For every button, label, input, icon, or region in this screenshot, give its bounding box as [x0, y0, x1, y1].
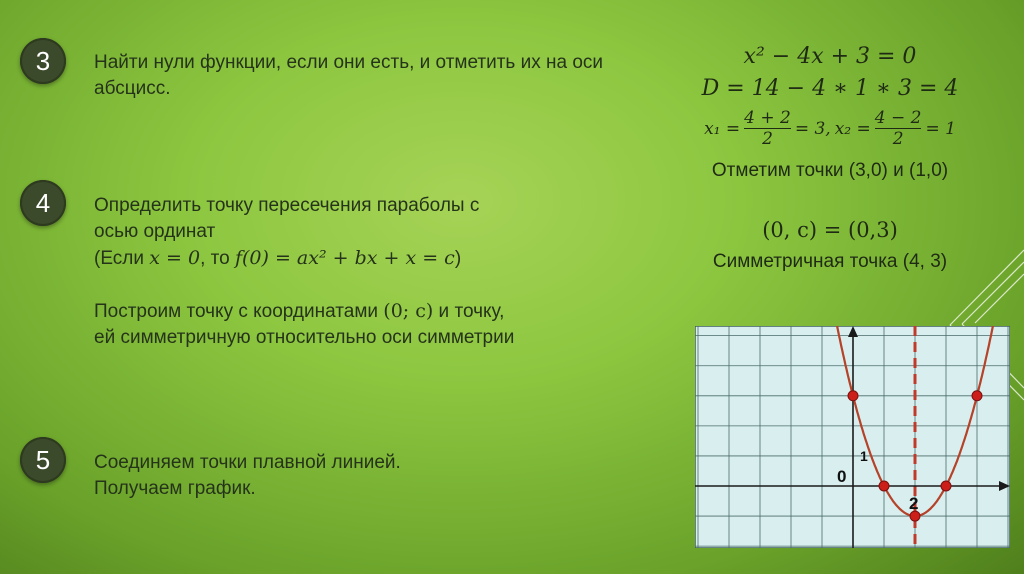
- discriminant: D = 14 − 4 ∗ 1 ∗ 3 = 4: [701, 76, 959, 101]
- y-tick-label: 1: [860, 447, 868, 464]
- origin-label: 0: [837, 467, 847, 486]
- step-5-badge: 5: [20, 437, 66, 483]
- step-4-prefix: (Если: [94, 248, 150, 269]
- step-3-badge: 3: [20, 38, 66, 84]
- graph-point: [972, 391, 982, 401]
- x1-numerator: 4 + 2: [744, 108, 791, 128]
- graph-point: [941, 481, 951, 491]
- x-tick-label: 2: [909, 494, 919, 513]
- step-4-text: [94, 193, 654, 351]
- x1-result: = 3,: [794, 118, 831, 139]
- step-4-coordinate: (0; c): [383, 300, 434, 322]
- step-4-line2: осью ординат: [94, 221, 216, 242]
- step-5-line2: Получаем график.: [94, 478, 256, 499]
- step-4-condition: x = 0: [149, 247, 201, 269]
- x1-denominator: 2: [744, 128, 791, 149]
- graph-point: [879, 481, 889, 491]
- step-4-mid: , то: [200, 248, 235, 269]
- roots-formula: [660, 108, 1000, 149]
- step-4-para2-line2: ей симметричную относительно оси симметрии: [94, 327, 515, 348]
- quadratic-equation: x² − 4x + 3 = 0: [743, 44, 917, 69]
- symmetric-point-text: Симметричная точка (4, 3): [712, 251, 948, 272]
- x1-fraction: [744, 108, 791, 149]
- step-4-line1: Определить точку пересечения параболы с: [94, 195, 480, 216]
- x2-denominator: 2: [875, 128, 922, 149]
- x2-result: = 1: [925, 118, 956, 139]
- step-5-text: [94, 450, 614, 502]
- x2-label: x₂ =: [834, 118, 871, 139]
- graph-point: [848, 391, 858, 401]
- step-4-para2: [94, 298, 654, 325]
- step-4-formula: f(0) = ax² + bx + x = c: [234, 247, 455, 269]
- parabola-graph: [695, 326, 1010, 548]
- x2-fraction: [875, 108, 922, 149]
- step-4-badge: 4: [20, 180, 66, 226]
- step-4-line3: [94, 245, 654, 272]
- step-3-text: Найти нули функции, если они есть, и отметить их на оси абсцисс.: [94, 52, 604, 99]
- step-4-para2-prefix: Построим точку с координатами: [94, 301, 384, 322]
- y-intercept: (0, c) = (0,3): [762, 218, 898, 242]
- roots-points-text: Отметим точки (3,0) и (1,0): [711, 160, 949, 181]
- x1-label: x₁ =: [704, 118, 741, 139]
- x2-numerator: 4 − 2: [874, 108, 922, 128]
- step-4-suffix: ): [454, 248, 462, 269]
- step-5-line1: Соединяем точки плавной линией.: [94, 452, 401, 473]
- step-4-para2-suffix: и точку,: [433, 301, 505, 322]
